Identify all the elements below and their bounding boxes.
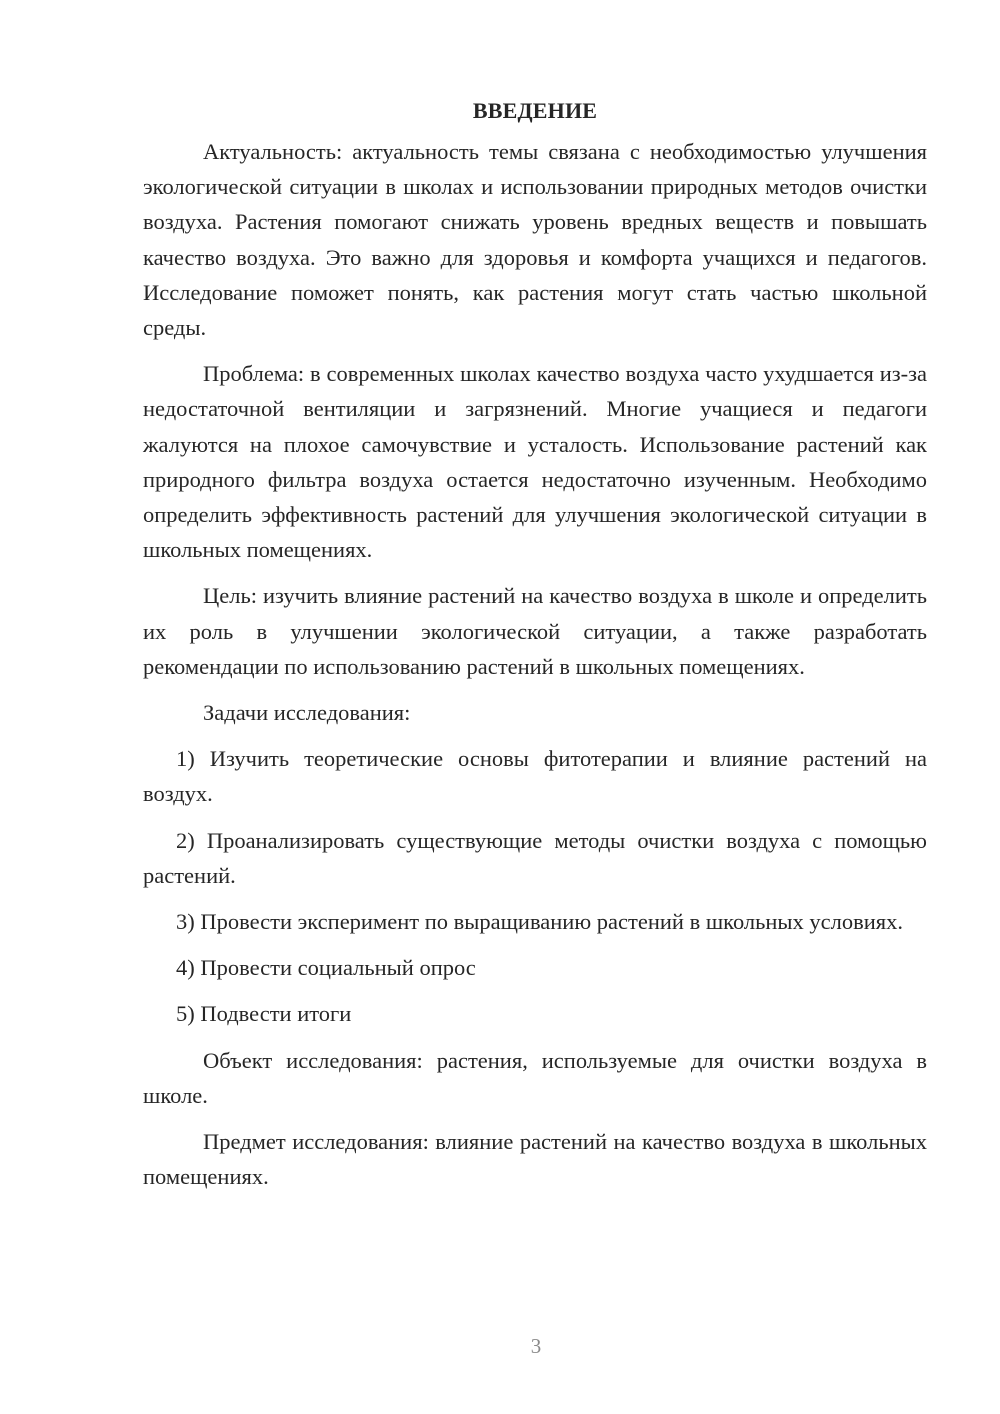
paragraph-problem: Проблема: в современных школах качество воздуха часто ухудшается из-за недостаточной вентиляции и загрязнений. Многие учащиеся и педагоги жалуются на плохое самочувствие и усталость. Использование растений как природного фильтра воздуха остается недостаточно изученным. Необходимо определить эффективность растений для улучшения экологической ситуации в школьных помещениях.	[143, 361, 927, 563]
paragraph-subject: Предмет исследования: влияние растений на качество воздуха в школьных помещениях.	[143, 1129, 927, 1190]
page-title: ВВЕДЕНИЕ	[472, 98, 598, 123]
task-item-1: 1) Изучить теоретические основы фитотерапии и влияние растений на воздух.	[143, 746, 927, 807]
paragraph-object: Объект исследования: растения, используемые для очистки воздуха в школе.	[143, 1047, 927, 1108]
task-item-5: 5) Подвести итоги	[176, 1001, 352, 1027]
task-item-3: 3) Провести эксперимент по выращиванию растений в школьных условиях.	[176, 909, 904, 935]
document-page	[143, 97, 927, 1194]
paragraph-goal: Цель: изучить влияние растений на качество воздуха в школе и определить их роль в улучшении экологической ситуации, а также разработать рекомендации по использованию растений в школьных помещениях.	[143, 583, 927, 679]
paragraph-relevance: Актуальность: актуальность темы связана с необходимостью улучшения экологической ситуации в школах и использовании природных методов очистки воздуха. Растения помогают снижать уровень вредных веществ и повышать качество воздуха. Это важно для здоровья и комфорта учащихся и педагогов. Исследование поможет понять, как растения могут стать частью школьной среды.	[143, 139, 927, 341]
task-item-2: 2) Проанализировать существующие методы очистки воздуха с помощью растений.	[143, 827, 927, 888]
tasks-heading: Задачи исследования:	[203, 700, 411, 726]
page-number: 3	[530, 1334, 542, 1358]
task-item-4: 4) Провести социальный опрос	[176, 955, 476, 981]
